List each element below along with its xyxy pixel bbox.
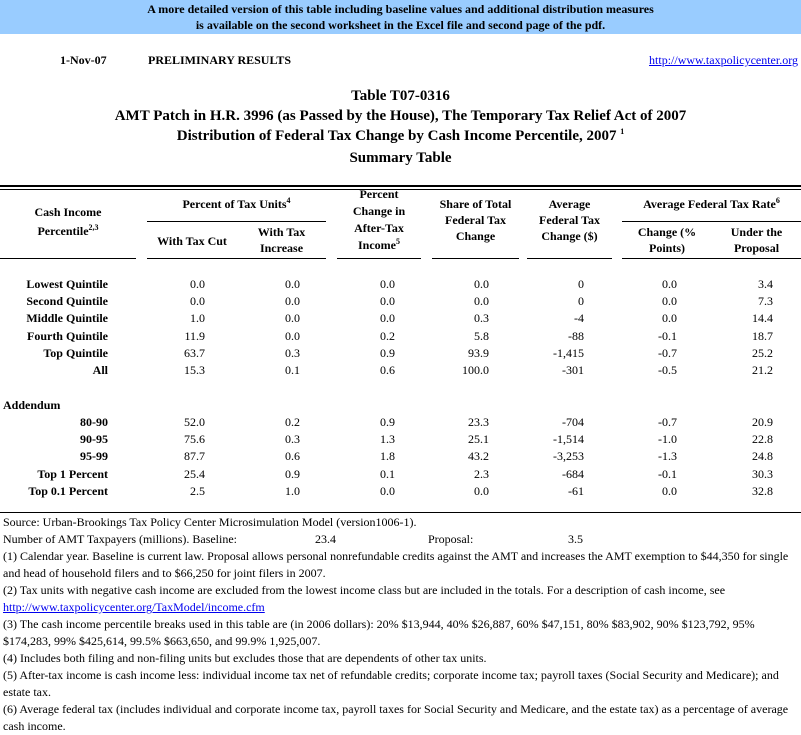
summary-label: Summary Table bbox=[349, 150, 452, 166]
cell-inc: 0.6 bbox=[285, 449, 300, 464]
group-rule bbox=[622, 221, 801, 222]
header-text: Points) bbox=[649, 241, 685, 255]
header-text: Change bbox=[455, 229, 496, 243]
cell-rchg: -0.1 bbox=[658, 328, 677, 343]
header-bottom-rule bbox=[527, 258, 612, 259]
cell-avg: -3,253 bbox=[553, 449, 584, 464]
cell-share: 0.0 bbox=[474, 483, 489, 498]
row-label: Top Quintile bbox=[43, 345, 108, 360]
header-share-total bbox=[432, 196, 519, 244]
header-text: Percentile bbox=[37, 224, 89, 238]
row-label: Lowest Quintile bbox=[26, 277, 108, 291]
cell-avg: -684 bbox=[562, 466, 584, 481]
cell-cut: 1.0 bbox=[190, 311, 205, 326]
header-text: Change (% bbox=[637, 225, 697, 239]
table-bottom-rule bbox=[0, 512, 801, 513]
header-text: Average Federal Tax Rate bbox=[643, 197, 776, 211]
cell-share: 23.3 bbox=[468, 415, 489, 429]
cell-pct: 0.9 bbox=[380, 345, 395, 360]
header-text: Average bbox=[548, 197, 591, 211]
row-label: All bbox=[92, 363, 108, 377]
cell-rchg: 0.0 bbox=[662, 483, 677, 498]
cell-cut: 87.7 bbox=[184, 449, 205, 464]
header-bottom-rule bbox=[432, 258, 519, 259]
header-bottom-rule bbox=[0, 258, 136, 259]
cell-pct: 0.9 bbox=[380, 415, 395, 429]
cell-inc: 1.0 bbox=[285, 483, 300, 498]
cell-avg: 0 bbox=[578, 294, 584, 309]
cell-pct: 0.0 bbox=[380, 311, 395, 326]
header-text: Federal Tax bbox=[444, 213, 506, 227]
footnote-ref: 4 bbox=[286, 196, 291, 205]
amt-baseline-value: 23.4 bbox=[315, 532, 336, 546]
cell-share: 0.0 bbox=[474, 277, 489, 291]
row-label: 95-99 bbox=[80, 449, 108, 464]
header-text bbox=[0, 222, 136, 241]
header-text: Increase bbox=[259, 241, 304, 255]
info-banner bbox=[0, 0, 801, 34]
cell-inc: 0.1 bbox=[285, 363, 300, 377]
addendum-label: Addendum bbox=[3, 398, 61, 412]
cell-pct: 0.0 bbox=[380, 483, 395, 498]
cell-avg: -4 bbox=[574, 311, 584, 326]
cell-rchg: -0.7 bbox=[658, 415, 677, 429]
footnote-ref: 1 bbox=[620, 127, 625, 136]
table-title: AMT Patch in H.R. 3996 (as Passed by the House), The Temporary Tax Relief Act of 2007 bbox=[114, 108, 687, 124]
footnote-ref: 5 bbox=[396, 237, 400, 246]
cell-rchg: -1.3 bbox=[658, 449, 677, 464]
cell-rate: 7.3 bbox=[758, 294, 773, 309]
cell-avg: -1,514 bbox=[553, 432, 584, 447]
header-text: After-Tax bbox=[354, 221, 404, 235]
header-rate-change bbox=[622, 224, 712, 256]
subtitle-text: Distribution of Federal Tax Change by Cash Income Percentile, 2007 bbox=[176, 128, 617, 144]
cell-rate: 24.8 bbox=[752, 449, 773, 464]
cell-rchg: -0.7 bbox=[658, 345, 677, 360]
tpc-website-link[interactable]: http://www.taxpolicycenter.org bbox=[649, 53, 798, 67]
header-text: Share of Total bbox=[439, 197, 512, 211]
cell-share: 25.1 bbox=[468, 432, 489, 447]
header-bottom-rule bbox=[337, 258, 421, 259]
cell-rchg: -0.1 bbox=[658, 466, 677, 481]
header-text: Under the bbox=[730, 225, 783, 239]
cell-cut: 25.4 bbox=[184, 466, 205, 481]
cell-inc: 0.2 bbox=[285, 415, 300, 429]
footnote-ref: 6 bbox=[775, 196, 780, 205]
amt-proposal-value: 3.5 bbox=[568, 532, 583, 546]
header-bottom-rule bbox=[147, 258, 326, 259]
cell-share: 0.0 bbox=[474, 294, 489, 309]
cell-share: 0.3 bbox=[474, 311, 489, 326]
header-text: With Tax bbox=[257, 225, 306, 239]
amt-proposal-label: Proposal: bbox=[428, 532, 474, 546]
header-with-tax-increase bbox=[237, 224, 326, 256]
cell-pct: 0.0 bbox=[380, 277, 395, 291]
cell-share: 100.0 bbox=[462, 363, 489, 377]
header-under-proposal bbox=[712, 224, 801, 256]
row-label: Second Quintile bbox=[26, 294, 108, 309]
amt-label: Number of AMT Taxpayers (millions). Baseline: bbox=[3, 532, 238, 546]
group-rule bbox=[147, 221, 326, 222]
header-bottom-rule bbox=[622, 258, 801, 259]
cell-pct: 0.6 bbox=[380, 363, 395, 377]
cell-avg: 0 bbox=[578, 277, 584, 291]
cell-cut: 52.0 bbox=[184, 415, 205, 429]
cell-rate: 32.8 bbox=[752, 483, 773, 498]
footnote-2-text: (2) Tax units with negative cash income are excluded from the lowest income class but are included in the totals. For a description of cash income, see bbox=[3, 583, 726, 597]
row-label: Fourth Quintile bbox=[26, 328, 108, 343]
header-text: Change in bbox=[352, 204, 406, 218]
footnote-1: (1) Calendar year. Baseline is current law. Proposal allows personal nonrefundable credits against the AMT and increases the AMT exemption to $44,350 for single and head of household filers and to $66,250 for joint filers in 2007. bbox=[3, 549, 789, 580]
header-text: Cash Income bbox=[34, 205, 102, 219]
cell-rate: 30.3 bbox=[752, 466, 773, 481]
cell-rate: 21.2 bbox=[752, 363, 773, 377]
cell-inc: 0.0 bbox=[285, 328, 300, 343]
cell-share: 43.2 bbox=[468, 449, 489, 464]
cell-rchg: 0.0 bbox=[662, 277, 677, 291]
header-pct-tax-units bbox=[147, 195, 326, 214]
income-definition-link[interactable]: http://www.taxpolicycenter.org/TaxModel/income.cfm bbox=[3, 600, 265, 614]
row-label: 90-95 bbox=[80, 432, 108, 447]
header-pct-change-after-tax bbox=[337, 186, 421, 254]
cell-cut: 63.7 bbox=[184, 345, 205, 360]
cell-cut: 0.0 bbox=[190, 294, 205, 309]
cell-avg: -301 bbox=[562, 363, 584, 377]
row-label: 80-90 bbox=[80, 415, 108, 429]
cell-inc: 0.0 bbox=[285, 294, 300, 309]
cell-rate: 25.2 bbox=[752, 345, 773, 360]
cell-rchg: -1.0 bbox=[658, 432, 677, 447]
header-text: Percent bbox=[359, 187, 399, 201]
row-label: Middle Quintile bbox=[26, 311, 108, 326]
header-cash-income bbox=[0, 203, 136, 241]
footnote-2 bbox=[3, 582, 798, 616]
header-with-tax-cut: With Tax Cut bbox=[157, 234, 227, 248]
header-text: Federal Tax bbox=[538, 213, 600, 227]
header-avg-tax-rate bbox=[622, 195, 801, 214]
report-date: 1-Nov-07 bbox=[60, 53, 107, 67]
footnote-6: (6) Average federal tax (includes individual and corporate income tax, payroll taxes for Social Security and Medicare, and the estate tax) as a percentage of average cash income. bbox=[3, 702, 789, 733]
cell-share: 2.3 bbox=[474, 466, 489, 481]
header-text: Income bbox=[358, 238, 396, 252]
cell-share: 93.9 bbox=[468, 345, 489, 360]
cell-inc: 0.0 bbox=[285, 311, 300, 326]
cell-pct: 1.8 bbox=[380, 449, 395, 464]
cell-inc: 0.3 bbox=[285, 432, 300, 447]
cell-pct: 0.0 bbox=[380, 294, 395, 309]
header-avg-tax-change bbox=[527, 196, 612, 244]
header-text: Percent of Tax Units bbox=[182, 197, 287, 211]
cell-cut: 75.6 bbox=[184, 432, 205, 447]
cell-pct: 0.1 bbox=[380, 466, 395, 481]
header-text bbox=[337, 237, 421, 254]
row-label: Top 0.1 Percent bbox=[28, 483, 108, 498]
amt-taxpayers-line bbox=[3, 531, 798, 548]
banner-line-2: is available on the second worksheet in the Excel file and second page of the pdf. bbox=[195, 18, 606, 32]
cell-rchg: 0.0 bbox=[662, 294, 677, 309]
footnote-ref: 2,3 bbox=[88, 223, 99, 232]
cell-rate: 3.4 bbox=[758, 277, 773, 291]
cell-rate: 22.8 bbox=[752, 432, 773, 447]
cell-rchg: -0.5 bbox=[658, 363, 677, 377]
cell-pct: 0.2 bbox=[380, 328, 395, 343]
footnote-3: (3) The cash income percentile breaks used in this table are (in 2006 dollars): 20% $13,944, 40% $26,887, 60% $47,151, 80% $83,902, 90% $123,792, 95% $174,283, 99% $425,614, 99.5% $663,650, and 99.9% 1,925,007. bbox=[3, 617, 755, 648]
cell-pct: 1.3 bbox=[380, 432, 395, 447]
cell-inc: 0.0 bbox=[285, 277, 300, 291]
cell-cut: 2.5 bbox=[190, 483, 205, 498]
cell-rate: 20.9 bbox=[752, 415, 773, 429]
preliminary-label: PRELIMINARY RESULTS bbox=[148, 53, 292, 67]
cell-avg: -1,415 bbox=[553, 345, 584, 360]
cell-cut: 0.0 bbox=[190, 277, 205, 291]
header-text: Change ($) bbox=[541, 229, 598, 243]
cell-rate: 14.4 bbox=[752, 311, 773, 326]
footnote-5: (5) After-tax income is cash income less: individual income tax net of refundable credits; corporate income tax; payroll taxes (Social Security and Medicare); and estate tax. bbox=[3, 668, 779, 699]
cell-share: 5.8 bbox=[474, 328, 489, 343]
cell-inc: 0.3 bbox=[285, 345, 300, 360]
cell-avg: -88 bbox=[568, 328, 584, 343]
cell-cut: 11.9 bbox=[184, 328, 205, 343]
table-id: Table T07-0316 bbox=[351, 88, 450, 104]
cell-rate: 18.7 bbox=[752, 328, 773, 343]
cell-rchg: 0.0 bbox=[662, 311, 677, 326]
cell-avg: -61 bbox=[568, 483, 584, 498]
table-subtitle bbox=[0, 128, 801, 145]
banner-line-1: A more detailed version of this table including baseline values and additional distribution measures bbox=[147, 2, 654, 16]
cell-avg: -704 bbox=[562, 415, 584, 429]
cell-cut: 15.3 bbox=[184, 363, 205, 377]
header-text: Proposal bbox=[733, 241, 780, 255]
source-note: Source: Urban-Brookings Tax Policy Center Microsimulation Model (version1006-1). bbox=[3, 515, 417, 529]
footnote-4: (4) Includes both filing and non-filing units but excludes those that are dependents of other tax units. bbox=[3, 651, 487, 665]
cell-inc: 0.9 bbox=[285, 466, 300, 481]
row-label: Top 1 Percent bbox=[37, 466, 108, 481]
